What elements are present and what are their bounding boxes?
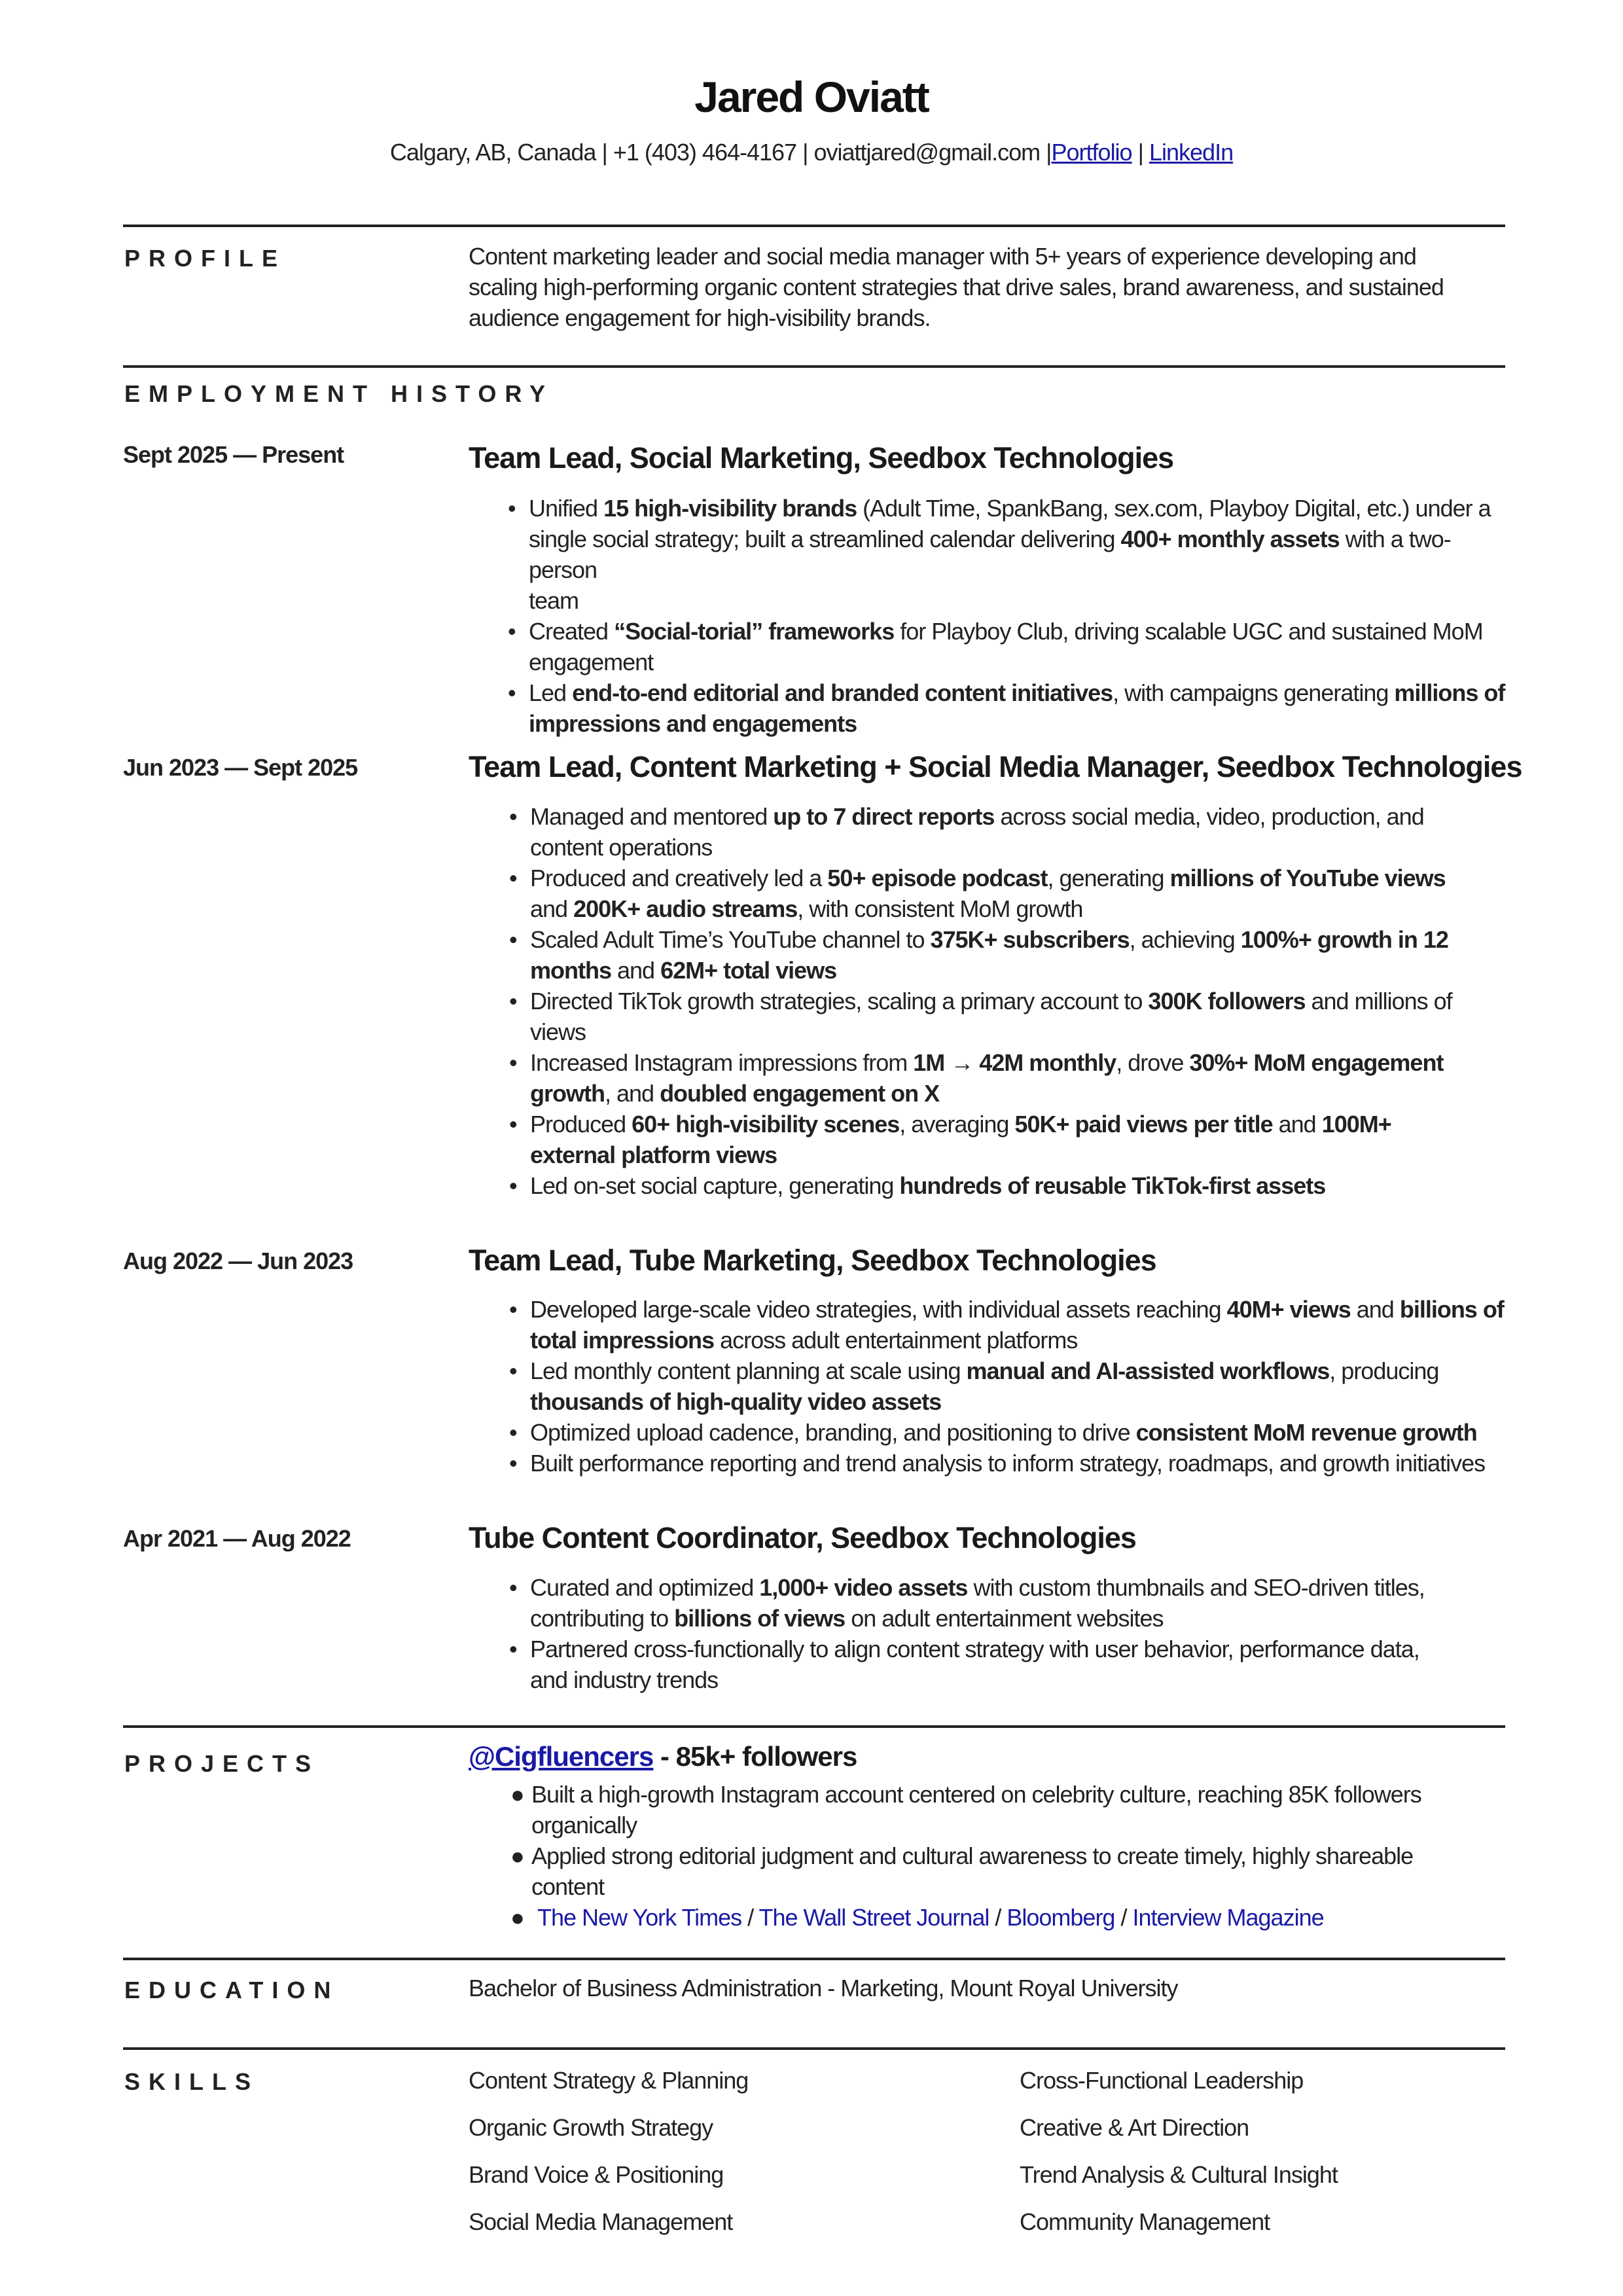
job-title: Team Lead, Social Marketing, Seedbox Technologies <box>469 441 1174 475</box>
skill-item: Community Management <box>1020 2208 1270 2235</box>
list-item: ● Applied strong editorial judgment and cultural awareness to create timely, highly shareable <box>531 1840 1513 1871</box>
project-followers: - 85k+ followers <box>653 1741 857 1772</box>
list-item: • Partnered cross-functionally to align content strategy with user behavior, performance data, <box>530 1634 1512 1664</box>
bullet-dot: • <box>508 618 516 645</box>
list-item: content <box>531 1873 605 1900</box>
candidate-name: Jared Oviatt <box>694 73 929 121</box>
job-dates: Apr 2021 — Aug 2022 <box>123 1525 351 1552</box>
skill-item: Creative & Art Direction <box>1020 2114 1249 2141</box>
press-link-interview[interactable]: Interview Magazine <box>1132 1904 1324 1931</box>
list-item: views <box>530 1018 586 1045</box>
list-item: • Produced 60+ high-visibility scenes, averaging 50K+ paid views per title and 100M+ <box>530 1109 1512 1139</box>
project-handle-link[interactable]: @Cigfluencers <box>469 1741 654 1772</box>
list-item: ● Built a high-growth Instagram account centered on celebrity culture, reaching 85K followers <box>531 1779 1513 1810</box>
linkedin-link[interactable]: LinkedIn <box>1149 139 1234 166</box>
section-label-education: EDUCATION <box>124 1977 340 2003</box>
list-item: thousands of high-quality video assets <box>530 1388 942 1415</box>
job-dates: Sept 2025 — Present <box>123 441 344 468</box>
list-item: content operations <box>530 834 713 861</box>
profile-summary <box>469 241 1489 333</box>
section-label-projects: PROJECTS <box>124 1750 320 1777</box>
bullet-dot: • <box>509 926 517 953</box>
press-link-wsj[interactable]: The Wall Street Journal <box>758 1904 990 1931</box>
press-link-bloomberg[interactable]: Bloomberg <box>1007 1904 1115 1931</box>
bullet-dot: • <box>509 1419 517 1446</box>
list-item: • Scaled Adult Time’s YouTube channel to 375K+ subscribers, achieving 100%+ growth in 12 <box>530 924 1512 955</box>
skill-item: Trend Analysis & Cultural Insight <box>1020 2161 1338 2188</box>
list-item: • Led on-set social capture, generating hundreds of reusable TikTok-first assets <box>530 1170 1512 1201</box>
bullet-dot: ● <box>510 1781 524 1808</box>
separator: | <box>1046 139 1052 166</box>
list-item: • Created “Social-torial” frameworks for Playboy Club, driving scalable UGC and sustained MoM <box>529 616 1510 647</box>
job-title: Team Lead, Tube Marketing, Seedbox Technologies <box>469 1244 1156 1277</box>
separator: | <box>601 139 607 166</box>
list-item: contributing to billions of views on adult entertainment websites <box>530 1605 1164 1632</box>
phone: +1 (403) 464-4167 <box>613 139 797 166</box>
bullet-dot: • <box>509 1357 517 1384</box>
press-list: ● The New York Times / The Wall Street Journal / Bloomberg / Interview Magazine <box>531 1902 1513 1933</box>
list-item: • Unified 15 high-visibility brands (Adult Time, SpankBang, sex.com, Playboy Digital, etc.) under a <box>529 493 1510 524</box>
list-item: and 200K+ audio streams, with consistent MoM growth <box>530 895 1083 922</box>
skill-item: Content Strategy & Planning <box>469 2067 749 2094</box>
location: Calgary, AB, Canada <box>389 139 596 166</box>
project-title <box>469 1741 857 1772</box>
section-label-skills: SKILLS <box>124 2068 260 2095</box>
job-bullets <box>509 1294 1512 1479</box>
list-item: • Produced and creatively led a 50+ episode podcast, generating millions of YouTube views <box>530 863 1512 893</box>
email: oviattjared@gmail.com <box>813 139 1041 166</box>
job-dates: Jun 2023 — Sept 2025 <box>123 754 358 781</box>
list-item: organically <box>531 1812 637 1839</box>
separator: | <box>802 139 808 166</box>
list-item: • Led monthly content planning at scale using manual and AI-assisted workflows, producing <box>530 1355 1512 1386</box>
list-item: months and 62M+ total views <box>530 957 837 984</box>
bullet-dot: ● <box>510 1842 524 1869</box>
section-divider <box>123 2047 1505 2050</box>
contact-line <box>0 139 1623 166</box>
skill-item: Brand Voice & Positioning <box>469 2161 724 2188</box>
list-item: • Developed large-scale video strategies, with individual assets reaching 40M+ views and billions of <box>530 1294 1512 1325</box>
bullet-dot: • <box>509 1296 517 1323</box>
section-divider <box>123 365 1505 368</box>
portfolio-link[interactable]: Portfolio <box>1051 139 1132 166</box>
bullet-dot: • <box>509 865 517 891</box>
skill-item: Cross-Functional Leadership <box>1020 2067 1304 2094</box>
bullet-dot: • <box>509 803 517 830</box>
bullet-dot: • <box>509 1450 517 1477</box>
section-label-profile: PROFILE <box>124 245 287 272</box>
separator: | <box>1137 139 1143 166</box>
profile-line: Content marketing leader and social media manager with 5+ years of experience developing and <box>469 243 1416 270</box>
list-item: • Built performance reporting and trend analysis to inform strategy, roadmaps, and growth initiatives <box>530 1448 1512 1479</box>
bullet-dot: • <box>509 1636 517 1662</box>
skill-item: Organic Growth Strategy <box>469 2114 713 2141</box>
section-divider <box>123 1958 1505 1960</box>
list-item: team <box>529 587 579 614</box>
job-bullets <box>508 493 1510 739</box>
education-degree: Bachelor of Business Administration - Marketing, Mount Royal University <box>469 1975 1178 2001</box>
list-item: • Increased Instagram impressions from 1M → 42M monthly, drove 30%+ MoM engagement <box>530 1047 1512 1078</box>
bullet-dot: • <box>509 1111 517 1138</box>
bullet-dot: • <box>508 679 516 706</box>
press-link-nyt[interactable]: The New York Times <box>537 1904 742 1931</box>
job-title: Team Lead, Content Marketing + Social Media Manager, Seedbox Technologies <box>469 750 1522 783</box>
job-bullets <box>509 1572 1512 1695</box>
list-item: • Optimized upload cadence, branding, and positioning to drive consistent MoM revenue growth <box>530 1417 1512 1448</box>
skill-item: Social Media Management <box>469 2208 733 2235</box>
project-bullets <box>510 1779 1513 1933</box>
list-item: growth, and doubled engagement on X <box>530 1080 940 1107</box>
list-item: single social strategy; built a streamlined calendar delivering 400+ monthly assets with a two-person <box>529 526 1451 583</box>
list-item: • Directed TikTok growth strategies, scaling a primary account to 300K followers and millions of <box>530 986 1512 1016</box>
job-title: Tube Content Coordinator, Seedbox Technologies <box>469 1521 1136 1554</box>
list-item: and industry trends <box>530 1666 719 1693</box>
profile-line: audience engagement for high-visibility brands. <box>469 304 931 331</box>
list-item: impressions and engagements <box>529 710 857 737</box>
section-divider <box>123 1725 1505 1728</box>
bullet-dot: • <box>509 1574 517 1601</box>
bullet-dot: • <box>509 1049 517 1076</box>
list-item: • Managed and mentored up to 7 direct reports across social media, video, production, and <box>530 801 1512 832</box>
job-dates: Aug 2022 — Jun 2023 <box>123 1247 353 1274</box>
bullet-dot: • <box>509 988 517 1014</box>
list-item: engagement <box>529 649 654 675</box>
list-item: total impressions across adult entertainment platforms <box>530 1327 1078 1354</box>
bullet-dot: ● <box>510 1904 524 1931</box>
list-item: • Curated and optimized 1,000+ video assets with custom thumbnails and SEO-driven titles, <box>530 1572 1512 1603</box>
section-divider <box>123 224 1505 227</box>
job-bullets <box>509 801 1512 1201</box>
bullet-dot: • <box>508 495 516 522</box>
profile-line: scaling high-performing organic content strategies that drive sales, brand awareness, and sustained <box>469 274 1444 300</box>
section-label-employment: EMPLOYMENT HISTORY <box>124 380 554 407</box>
bullet-dot: • <box>509 1172 517 1199</box>
list-item: • Led end-to-end editorial and branded content initiatives, with campaigns generating millions of <box>529 677 1510 708</box>
list-item: external platform views <box>530 1141 777 1168</box>
